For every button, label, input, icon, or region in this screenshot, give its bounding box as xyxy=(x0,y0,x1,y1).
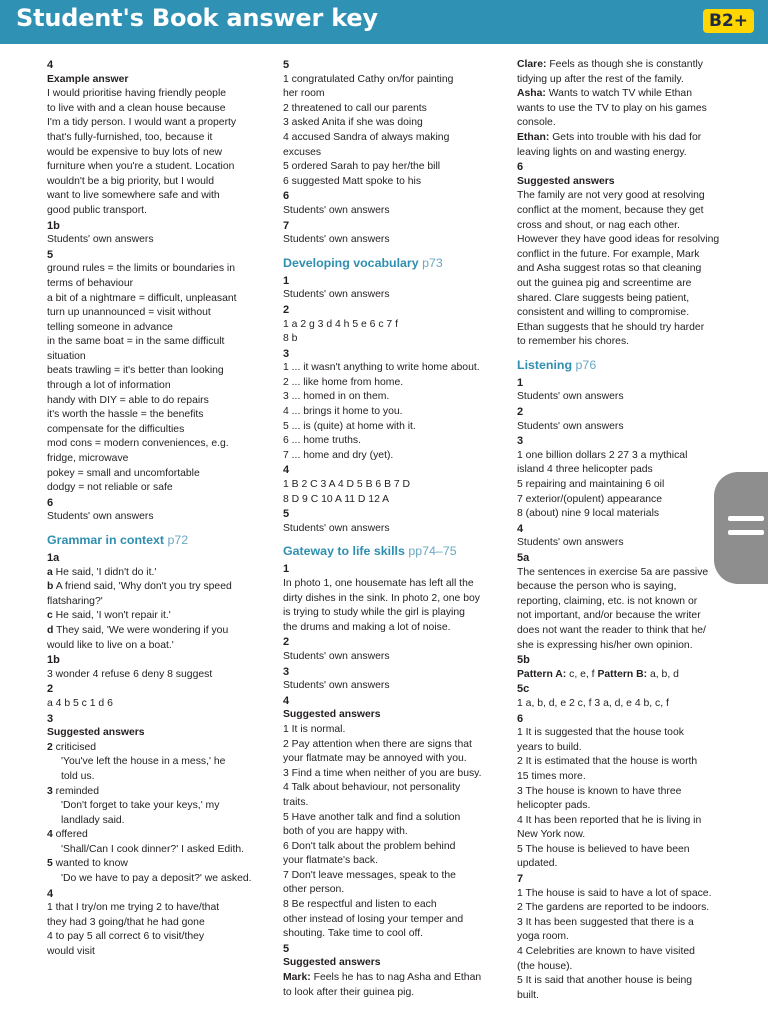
list-item xyxy=(47,609,265,624)
answer-label: Suggested answers xyxy=(283,709,381,721)
exercise-number: 1b xyxy=(47,654,60,667)
answers-list xyxy=(517,566,739,654)
own-answers: Students' own answers xyxy=(47,234,154,246)
text-line: furniture when you're a student. Location xyxy=(47,161,235,173)
list-item xyxy=(47,624,265,639)
section-page: p76 xyxy=(575,357,597,372)
item-text: offered xyxy=(55,829,88,841)
text-line: terms of behaviour xyxy=(47,277,134,289)
item-number: 4 xyxy=(47,829,53,841)
text-line: 2 It is estimated that the house is worth xyxy=(517,756,698,768)
text-line: they had 3 going/that he had gone xyxy=(47,916,205,928)
text-line: that's fully-furnished, too, because it xyxy=(47,131,213,143)
exercise-number: 4 xyxy=(283,694,290,707)
list-item: 'Don't forget to take your keys,' my xyxy=(61,800,220,812)
item-key: a xyxy=(47,566,53,578)
text-line: 2 threatened to call our parents xyxy=(283,102,427,114)
answer-line: 1 a, b, d, e 2 c, f 3 a, d, e 4 b, c, f xyxy=(517,697,669,709)
text-line: to look after their guinea pig. xyxy=(283,986,415,998)
text-line: 7 exterior/(opulent) appearance xyxy=(517,493,662,505)
section-heading-gateway xyxy=(283,543,498,560)
text-line: The sentences in exercise 5a are passive xyxy=(517,566,709,578)
text-line: (the house). xyxy=(517,960,573,972)
speaker-name: Mark: xyxy=(283,972,311,984)
list-item: 'Do we have to pay a deposit?' we asked. xyxy=(61,873,252,885)
text-line: other person. xyxy=(283,884,345,896)
text-line: reporting, claiming, etc. is not known or xyxy=(517,595,698,607)
text-line: island 4 three helicopter pads xyxy=(517,464,653,476)
text-line: yoga room. xyxy=(517,931,569,943)
item-number: 3 xyxy=(47,785,53,797)
section-title: Gateway to life skills xyxy=(283,544,405,559)
level-badge: B2+ xyxy=(703,9,754,33)
section-title: Developing vocabulary xyxy=(283,255,419,270)
item-text: They said, 'We were wondering if you xyxy=(56,624,229,636)
answers-list xyxy=(517,449,739,522)
speaker-name: Asha: xyxy=(517,88,546,100)
suggested-answers-list xyxy=(47,741,265,887)
section-page: p73 xyxy=(422,255,443,270)
text-line: 6 ... home truths. xyxy=(283,435,361,447)
own-answers: Students' own answers xyxy=(47,511,154,523)
exercise-number: 6 xyxy=(517,712,524,725)
own-answers: Students' own answers xyxy=(517,420,624,432)
section-title: Listening xyxy=(517,357,573,372)
text-line: shared. Clare suggests being patient, xyxy=(517,292,690,304)
exercise-number: 2 xyxy=(283,636,290,649)
text-line: 1 one billion dollars 2 27 3 a mythical xyxy=(517,449,688,461)
exercise-number: 5c xyxy=(517,683,530,696)
text-line: turn up unannounced = visit without xyxy=(47,307,211,319)
answer-line xyxy=(517,668,739,683)
exercise-number: 4 xyxy=(517,522,524,535)
menu-icon-bar xyxy=(728,530,764,535)
pattern-a-value: c, e, f xyxy=(566,668,598,680)
text-line: I'm a tidy person. I would want a property xyxy=(47,117,237,129)
column-3 xyxy=(517,58,739,1003)
text-line: 3 The house is known to have three xyxy=(517,785,682,797)
exercise-number: 1 xyxy=(283,274,290,287)
speaker-line xyxy=(517,131,739,146)
answers-list xyxy=(517,189,739,350)
text-line: tidying up after the rest of the family. xyxy=(517,73,684,85)
text-line: 5 repairing and maintaining 6 oil xyxy=(517,479,665,491)
item-text: wanted to know xyxy=(55,858,128,870)
text-line: years to build. xyxy=(517,741,582,753)
exercise-number: 1 xyxy=(283,563,290,576)
exercise-number: 2 xyxy=(47,683,54,696)
text-line: 4 Celebrities are known to have visited xyxy=(517,946,695,958)
own-answers: Students' own answers xyxy=(283,522,390,534)
item-text: He said, 'I didn't do it.' xyxy=(55,566,157,578)
text-line: dirty dishes in the sink. In photo 2, one boy xyxy=(283,592,480,604)
text-line: wouldn't be a big priority, but I would xyxy=(47,175,214,187)
text-line: 1 that I try/on me trying 2 to have/that xyxy=(47,902,220,914)
pattern-b-label: Pattern B: xyxy=(597,668,648,680)
exercise-number: 1a xyxy=(47,552,60,564)
exercise-number: 4 xyxy=(283,464,290,477)
text-line: 4 accused Sandra of always making xyxy=(283,131,450,143)
exercise-number: 3 xyxy=(283,665,290,678)
text-line: 6 suggested Matt spoke to his xyxy=(283,175,422,187)
speaker-text: Feels he has to nag Asha and Ethan xyxy=(310,972,482,984)
own-answers: Students' own answers xyxy=(283,680,390,692)
list-item xyxy=(47,785,265,800)
text-line: mod cons = modern conveniences, e.g. xyxy=(47,438,229,450)
section-heading-listening xyxy=(517,357,739,374)
side-menu-tab[interactable] xyxy=(714,472,768,584)
speaker-name: Clare: xyxy=(517,59,547,70)
own-answers: Students' own answers xyxy=(517,537,624,549)
text-line: ground rules = the limits or boundaries in xyxy=(47,263,236,275)
text-line: updated. xyxy=(517,858,558,870)
exercise-number: 3 xyxy=(517,435,524,448)
own-answers: Students' own answers xyxy=(517,391,624,403)
text-line: 7 Don't leave messages, speak to the xyxy=(283,869,456,881)
text-line: 2 Pay attention when there are signs that xyxy=(283,738,472,750)
text-line: good public transport. xyxy=(47,204,147,216)
answer-line: a 4 b 5 c 1 d 6 xyxy=(47,697,113,709)
text-line: fridge, microwave xyxy=(47,453,129,465)
text-line: beats trawling = it's better than looking xyxy=(47,365,224,377)
answers-list xyxy=(283,73,498,190)
text-line: in the same boat = in the same difficult xyxy=(47,336,225,348)
text-line: and Asha suggest rotas so that cleaning xyxy=(517,263,702,275)
list-item xyxy=(47,741,265,756)
text-line: telling someone in advance xyxy=(47,321,173,333)
own-answers: Students' own answers xyxy=(283,289,390,301)
text-line: 5 ordered Sarah to pay her/the bill xyxy=(283,161,441,173)
speaker-text: Gets into trouble with his dad for xyxy=(549,131,702,143)
exercise-number: 6 xyxy=(517,161,524,174)
answers-list xyxy=(283,361,498,463)
text-line: The family are not very good at resolving xyxy=(517,190,705,202)
text-line: through a lot of information xyxy=(47,380,171,392)
text-line: 3 ... homed in on them. xyxy=(283,391,390,403)
answer-label: Suggested answers xyxy=(47,727,145,739)
text-line: helicopter pads. xyxy=(517,800,591,812)
section-page: p72 xyxy=(167,533,189,547)
text-line: traits. xyxy=(283,796,309,808)
list-item xyxy=(47,857,265,872)
item-text: reminded xyxy=(55,785,99,797)
exercise-number: 7 xyxy=(283,219,290,232)
answers-list xyxy=(517,726,739,872)
item-key: c xyxy=(47,610,53,622)
speaker-text: Feels as though she is constantly xyxy=(546,59,703,70)
text-line: the drums and making a lot of noise. xyxy=(283,621,451,633)
text-line: 4 It has been reported that he is living in xyxy=(517,814,702,826)
header-bar xyxy=(0,0,768,44)
item-text: would like to live on a boat.' xyxy=(47,639,174,651)
exercise-number: 5 xyxy=(47,248,54,261)
exercise-number: 5b xyxy=(517,654,530,667)
speaker-line xyxy=(517,87,739,102)
text-line: 4 Talk about behaviour, not personality xyxy=(283,782,461,794)
text-line: conflict in the future. For example, Mark xyxy=(517,248,700,260)
text-line: built. xyxy=(517,989,539,1001)
pattern-b-value: a, b, d xyxy=(647,668,679,680)
text-line: would be expensive to buy lots of new xyxy=(47,146,223,158)
exercise-number: 2 xyxy=(517,406,524,419)
speaker-name: Ethan: xyxy=(517,131,550,143)
text-line: pokey = small and uncomfortable xyxy=(47,467,200,479)
item-text: flatsharing?' xyxy=(47,595,103,607)
answer-line: 3 wonder 4 refuse 6 deny 8 suggest xyxy=(47,668,213,680)
exercise-number: 3 xyxy=(283,347,290,360)
exercise-number: 4 xyxy=(47,59,54,71)
exercise-number: 5 xyxy=(283,942,290,955)
exercise-number: 5 xyxy=(283,508,290,521)
list-item xyxy=(47,595,265,610)
text-line: 4 to pay 5 all correct 6 to visit/they xyxy=(47,931,205,943)
text-line: want to live somewhere safe and with xyxy=(47,190,220,202)
text-line: 5 The house is believed to have been xyxy=(517,843,690,855)
text-line: 3 Find a time when neither of you are busy. xyxy=(283,767,482,779)
text-line: 5 ... is (quite) at home with it. xyxy=(283,420,416,432)
text-line: 8 Be respectful and listen to each xyxy=(283,899,437,911)
definitions-list xyxy=(47,262,265,496)
text-line: is trying to study while the girl is playing xyxy=(283,607,465,619)
text-line: shouting. Take time to cool off. xyxy=(283,928,423,940)
speaker-line xyxy=(283,971,498,986)
text-line: 4 ... brings it home to you. xyxy=(283,406,403,418)
exercise-number: 1b xyxy=(47,219,60,232)
text-line: console. xyxy=(517,117,556,129)
text-line: it's worth the hassle = the benefits xyxy=(47,409,204,421)
answers-list xyxy=(283,577,498,635)
exercise-number: 6 xyxy=(47,496,54,509)
answer-line: 8 b xyxy=(283,333,298,345)
text-line: to remember his chores. xyxy=(517,336,630,348)
exercise-number: 2 xyxy=(283,303,290,316)
text-line: not important, and/or because the writer xyxy=(517,610,701,622)
item-key: d xyxy=(47,624,54,636)
text-line: However they have good ideas for resolving xyxy=(517,234,720,246)
section-title: Grammar in context xyxy=(47,533,165,547)
answers-list xyxy=(47,901,265,959)
exercise-number: 1 xyxy=(517,376,524,389)
text-line: does not want the reader to think that he/ xyxy=(517,624,706,636)
text-line: a bit of a nightmare = difficult, unpleasant xyxy=(47,292,237,304)
text-line: out the guinea pig and screentime are xyxy=(517,277,692,289)
list-item: 'Shall/Can I cook dinner?' I asked Edith. xyxy=(61,843,245,855)
text-line: Ethan suggests that he should try harder xyxy=(517,321,705,333)
exercise-number: 6 xyxy=(283,190,290,203)
answer-label: Suggested answers xyxy=(283,957,381,969)
answer-line: 1 B 2 C 3 A 4 D 5 B 6 B 7 D xyxy=(283,479,411,491)
reported-speech-list xyxy=(47,566,265,654)
text-line: both of you are happy with. xyxy=(283,826,408,838)
menu-icon-bar xyxy=(728,516,764,521)
text-line: 3 It has been suggested that there is a xyxy=(517,916,694,928)
item-text: A friend said, 'Why don't you try speed xyxy=(55,581,232,593)
text-line: 1 It is normal. xyxy=(283,723,346,735)
list-item: landlady said. xyxy=(61,814,125,826)
exercise-number: 5 xyxy=(283,59,290,71)
text-line: conflict at the moment, because they get xyxy=(517,204,704,216)
text-line: 1 congratulated Cathy on/for painting xyxy=(283,73,454,85)
text-line: dodgy = not reliable or safe xyxy=(47,482,173,494)
list-item: 'You've left the house in a mess,' he xyxy=(61,756,226,768)
exercise-number: 4 xyxy=(47,887,54,900)
speaker-line xyxy=(517,58,739,73)
section-page: pp74–75 xyxy=(408,544,457,559)
text-line: In photo 1, one housemate has left all the xyxy=(283,578,474,589)
text-line: consistent and willing to compromise. xyxy=(517,307,690,319)
text-line: 2 The gardens are reported to be indoors. xyxy=(517,902,710,914)
exercise-number: 3 xyxy=(47,712,54,725)
list-item: told us. xyxy=(61,770,95,782)
text-line: other instead of losing your temper and xyxy=(283,913,464,925)
answer-line: 1 a 2 g 3 d 4 h 5 e 6 c 7 f xyxy=(283,318,398,330)
speaker-text: Wants to watch TV while Ethan xyxy=(545,88,692,100)
item-text: criticised xyxy=(55,741,97,753)
text-line: cross and shout, or nag each other. xyxy=(517,219,680,231)
column-2 xyxy=(283,58,498,1000)
text-line: leaving lights on and wasting energy. xyxy=(517,146,687,158)
text-line: handy with DIY = able to do repairs xyxy=(47,394,209,406)
text-line: because the person who is saying, xyxy=(517,581,677,593)
text-line: her room xyxy=(283,88,325,100)
item-text: He said, 'I won't repair it.' xyxy=(55,610,171,622)
section-heading-vocabulary xyxy=(283,255,498,272)
text-line: compensate for the difficulties xyxy=(47,423,185,435)
text-line: 2 ... like home from home. xyxy=(283,376,404,388)
text-line: she is expressing his/her own opinion. xyxy=(517,639,693,651)
answer-line: 8 D 9 C 10 A 11 D 12 A xyxy=(283,493,390,505)
text-line: 6 Don't talk about the problem behind xyxy=(283,840,456,852)
answer-label: Suggested answers xyxy=(517,175,615,187)
text-line: 5 Have another talk and find a solution xyxy=(283,811,461,823)
list-item xyxy=(47,580,265,595)
column-1 xyxy=(47,58,265,960)
own-answers: Students' own answers xyxy=(283,204,390,216)
text-line: to live with and a clean house because xyxy=(47,102,226,114)
own-answers: Students' own answers xyxy=(283,650,390,662)
list-item xyxy=(47,566,265,581)
item-number: 2 xyxy=(47,741,53,753)
text-line: 5 It is said that another house is being xyxy=(517,975,693,987)
text-line: 7 ... home and dry (yet). xyxy=(283,449,394,461)
text-line: situation xyxy=(47,350,86,362)
text-line: 3 asked Anita if she was doing xyxy=(283,117,423,129)
text-line: I would prioritise having friendly people xyxy=(47,88,227,100)
exercise-number: 5a xyxy=(517,552,530,564)
answer-label: Example answer xyxy=(47,73,129,85)
text-line: New York now. xyxy=(517,829,586,841)
list-item xyxy=(47,639,265,654)
own-answers: Students' own answers xyxy=(283,234,390,246)
text-line: wants to use the TV to play on his games xyxy=(517,102,707,114)
text-line: 1 ... it wasn't anything to write home about. xyxy=(283,362,480,374)
page-title: Student's Book answer key xyxy=(16,4,378,32)
item-number: 5 xyxy=(47,858,53,870)
answers-list xyxy=(283,723,498,942)
text-line: your flatmate's back. xyxy=(283,855,378,867)
text-line: excuses xyxy=(283,146,322,158)
text-line: 8 (about) nine 9 local materials xyxy=(517,508,660,520)
text-line: would visit xyxy=(47,946,95,958)
exercise-number: 7 xyxy=(517,873,524,886)
list-item xyxy=(47,828,265,843)
text-line: your flatmate may be annoyed with you. xyxy=(283,753,467,765)
section-heading-grammar xyxy=(47,532,265,549)
text-line: 1 The house is said to have a lot of space. xyxy=(517,887,712,899)
example-answer-text xyxy=(47,87,265,218)
text-line: 1 It is suggested that the house took xyxy=(517,727,684,739)
answers-list xyxy=(517,887,739,1004)
pattern-a-label: Pattern A: xyxy=(517,668,567,680)
text-line: 15 times more. xyxy=(517,770,586,782)
item-key: b xyxy=(47,581,54,593)
